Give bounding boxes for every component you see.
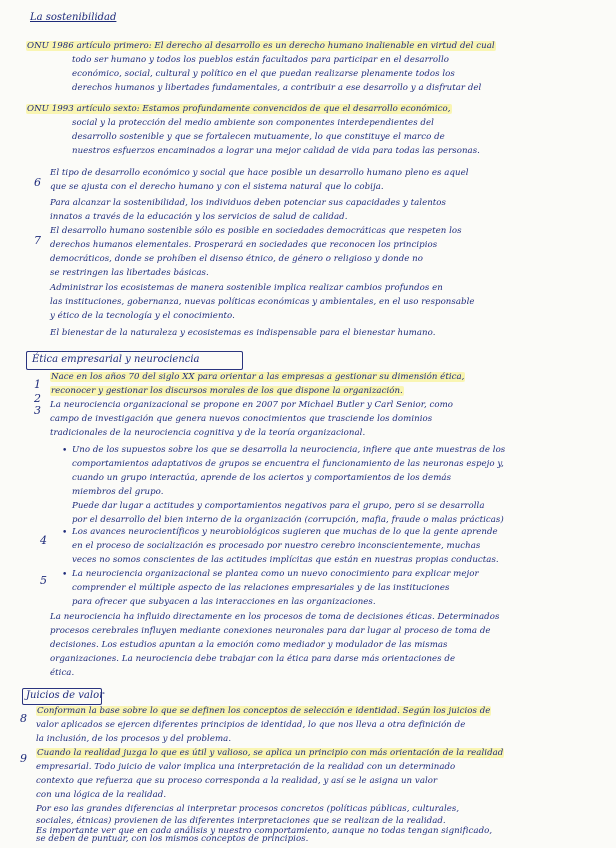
text-line: Nace en los años 70 del siglo XX para orientar a las empresas a gestionar su dimensión ética, bbox=[51, 372, 465, 382]
text-line: ONU 1993 artículo sexto: Estamos profundamente convencidos de que el desarrollo económico, bbox=[27, 104, 451, 114]
text-line: se restringen las libertades básicas. bbox=[50, 268, 209, 278]
bullet-marker: • bbox=[62, 446, 68, 456]
margin-number: 3 bbox=[34, 404, 41, 417]
text-line: Cuando la realidad juzga lo que es útil y valioso, se aplica un principio con más orientación de la realidad bbox=[37, 748, 504, 758]
bullet-marker: • bbox=[62, 528, 68, 538]
text-line: innatos a través de la educación y los servicios de salud de calidad. bbox=[50, 212, 348, 222]
text-line: Conforman la base sobre lo que se definen los conceptos de selección e identidad. Según los juicios de bbox=[37, 706, 491, 716]
text-line: en el proceso de socialización es procesado por nuestro cerebro inconscientemente, muchas bbox=[72, 541, 481, 551]
text-line: tradicionales de la neurociencia cognitiva y de la teoría organizacional. bbox=[50, 428, 366, 438]
margin-number: 8 bbox=[20, 712, 27, 725]
text-line: miembros del grupo. bbox=[72, 487, 164, 497]
text-line: nuestros esfuerzos encaminados a lograr una mejor calidad de vida para todas las personas. bbox=[72, 146, 480, 156]
text-line: El bienestar de la naturaleza y ecosistemas es indispensable para el bienestar humano. bbox=[50, 328, 436, 338]
text-line: Es importante ver que en cada análisis y nuestro comportamiento, aunque no todas tengan significado, bbox=[36, 826, 493, 836]
text-line: El desarrollo humano sostenible sólo es posible en sociedades democráticas que respeten los bbox=[50, 226, 462, 236]
text-line: La neurociencia organizacional se plantea como un nuevo conocimiento para explicar mejor bbox=[72, 569, 479, 579]
text-line: La neurociencia ha influido directamente en los procesos de toma de decisiones éticas. Determinados bbox=[50, 612, 500, 622]
text-line: con una lógica de la realidad. bbox=[36, 790, 167, 800]
text-line: para ofrecer que subyacen a las interacciones en las organizaciones. bbox=[72, 597, 376, 607]
text-line: derechos humanos elementales. Prosperará en sociedades que reconocen los principios bbox=[50, 240, 438, 250]
section-title-etica: Ética empresarial y neurociencia bbox=[32, 354, 200, 365]
section-title-juicios: Juicios de valor bbox=[26, 690, 104, 701]
text-line: comprender el múltiple aspecto de las relaciones empresariales y de las instituciones bbox=[72, 583, 450, 593]
text-line: campo de investigación que genera nuevos conocimientos que trasciende los dominios bbox=[50, 414, 433, 424]
margin-number: 6 bbox=[34, 176, 41, 189]
margin-number: 4 bbox=[40, 534, 47, 547]
text-line: comportamientos adaptativos de grupos se encuentra el funcionamiento de las neuronas espejo y, bbox=[72, 459, 504, 469]
bullet-marker: • bbox=[62, 570, 68, 580]
text-line: valor aplicados se ejercen diferentes principios de identidad, lo que nos lleva a otra definición de bbox=[36, 720, 466, 730]
text-line: contexto que refuerza que su proceso corresponda a la realidad, y así se le asigna un valor bbox=[36, 776, 438, 786]
text-line: Los avances neurocientíficos y neurobiológicos sugieren que muchas de lo que la gente aprende bbox=[72, 527, 498, 537]
text-line: Administrar los ecosistemas de manera sostenible implica realizar cambios profundos en bbox=[50, 283, 443, 293]
text-line: decisiones. Los estudios apuntan a la emoción como mediador y modulador de las mismas bbox=[50, 640, 448, 650]
text-line: ética. bbox=[50, 668, 75, 678]
text-line: las instituciones, gobernanza, nuevas políticas económicas y ambientales, en el uso responsable bbox=[50, 297, 475, 307]
margin-number: 5 bbox=[40, 574, 47, 587]
text-line: Uno de los supuestos sobre los que se desarrolla la neurociencia, infiere que ante muestras de los bbox=[72, 445, 506, 455]
text-line: democráticos, donde se prohíben el disenso étnico, de género o religioso y donde no bbox=[50, 254, 423, 264]
text-line: La neurociencia organizacional se propone en 2007 por Michael Butler y Carl Senior, como bbox=[50, 400, 454, 410]
text-line: empresarial. Todo juicio de valor implica una interpretación de la realidad con un determinado bbox=[36, 762, 456, 772]
text-line: veces no somos conscientes de las actitudes implícitas que están en nuestras propias conductas. bbox=[72, 555, 499, 565]
text-line: social y la protección del medio ambiente son componentes interdependientes del bbox=[72, 118, 434, 128]
text-line: reconocer y gestionar los discursos morales de los que dispone la organización. bbox=[51, 386, 403, 396]
text-line: Por eso las grandes diferencias al interpretar procesos concretos (políticas públicas, culturales, bbox=[36, 804, 460, 814]
text-line: El tipo de desarrollo económico y social que hace posible un desarrollo humano pleno es aquel bbox=[50, 168, 469, 178]
text-line: Puede dar lugar a actitudes y comportamientos negativos para el grupo, pero si se desarrolla bbox=[72, 501, 485, 511]
text-line: ONU 1986 artículo primero: El derecho al desarrollo es un derecho humano inalienable en virtud del cual bbox=[27, 41, 495, 51]
text-line: que se ajusta con el derecho humano y con el sistema natural que lo cobija. bbox=[50, 182, 384, 192]
text-line: cuando un grupo interactúa, aprende de los aciertos y comportamientos de los demás bbox=[72, 473, 452, 483]
text-line: todo ser humano y todos los pueblos están facultados para participar en el desarrollo bbox=[72, 55, 449, 65]
text-line: derechos humanos y libertades fundamentales, a contribuir a ese desarrollo y a disfrutar del bbox=[72, 83, 482, 93]
text-line: y ético de la tecnología y el conocimiento. bbox=[50, 311, 235, 321]
margin-number: 7 bbox=[34, 234, 41, 247]
text-line: procesos cerebrales influyen mediante conexiones neuronales para dar lugar al proceso de toma de bbox=[50, 626, 491, 636]
margin-number: 2 bbox=[34, 392, 41, 405]
text-line: por el desarrollo del bien interno de la organización (corrupción, mafia, fraude o malas prácticas) bbox=[72, 515, 504, 525]
text-line: Para alcanzar la sostenibilidad, los individuos deben potenciar sus capacidades y talentos bbox=[50, 198, 446, 208]
text-line: la inclusión, de los procesos y del problema. bbox=[36, 734, 232, 744]
margin-number: 9 bbox=[20, 752, 27, 765]
text-line: organizaciones. La neurociencia debe trabajar con la ética para darse más orientaciones de bbox=[50, 654, 456, 664]
text-line: se deben de puntuar, con los mismos conceptos de principios. bbox=[36, 834, 309, 844]
section-title-sostenibilidad: La sostenibilidad bbox=[30, 12, 117, 23]
margin-number: 1 bbox=[34, 378, 41, 391]
text-line: sociales, étnicas) provienen de las diferentes interpretaciones que se realizan de la realidad. bbox=[36, 816, 446, 826]
text-line: desarrollo sostenible y que se fortalecen mutuamente, lo que constituye el marco de bbox=[72, 132, 445, 142]
text-line: económico, social, cultural y político en el que puedan realizarse plenamente todos los bbox=[72, 69, 455, 79]
